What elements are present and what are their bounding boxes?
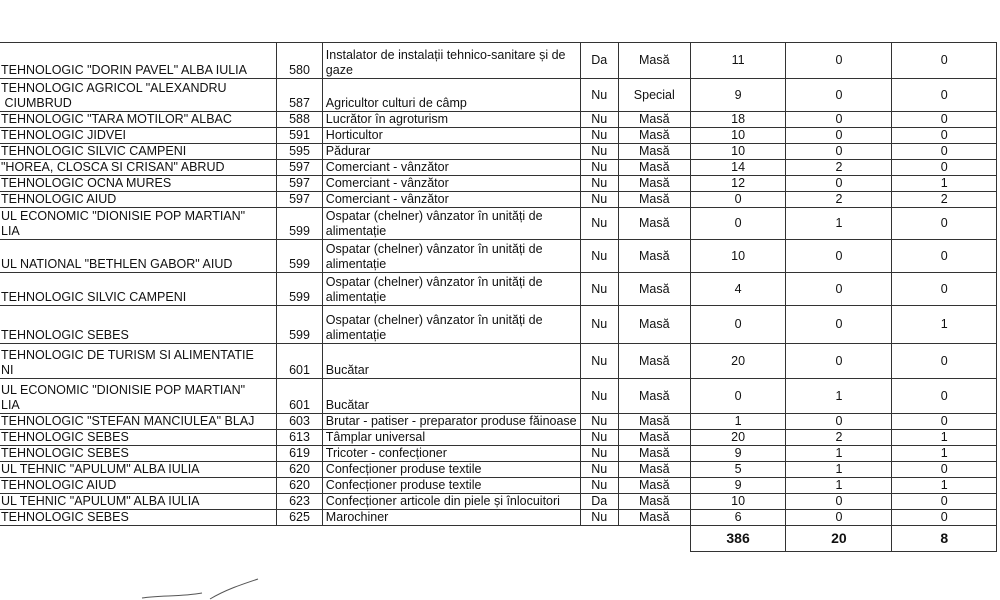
count-cell-2: 0 [786,128,892,144]
class-type-cell: Masă [618,240,690,273]
count-cell-2: 0 [786,176,892,192]
school-name-cell: TEHNOLOGIC "STEFAN MANCIULEA" BLAJ [0,414,277,430]
table-row [0,144,997,160]
class-type-cell: Masă [618,430,690,446]
yes-no-cell: Nu [580,478,618,494]
yes-no-cell: Nu [580,240,618,273]
occupation-name-cell: Ospatar (chelner) vânzator în unități de alimentație [322,240,580,273]
count-cell-1: 18 [690,112,786,128]
school-name-cell: TEHNOLOGIC SEBES [0,446,277,462]
count-cell-2: 2 [786,160,892,176]
occupation-code-cell: 623 [277,494,323,510]
empty-cell [277,526,323,552]
count-cell-3: 0 [892,160,997,176]
occupation-name-cell: Ospatar (chelner) vânzator în unități de alimentație [322,208,580,240]
occupation-name-cell: Marochiner [322,510,580,526]
school-name-cell: TEHNOLOGIC SILVIC CAMPENI [0,144,277,160]
occupation-code-cell: 620 [277,462,323,478]
occupation-name-cell: Tricoter - confecționer [322,446,580,462]
school-name-cell: TEHNOLOGIC SILVIC CAMPENI [0,273,277,306]
table-row [0,344,997,379]
school-name-cell: UL ECONOMIC "DIONISIE POP MARTIAN" LIA [0,379,277,414]
count-cell-3: 0 [892,510,997,526]
occupation-code-cell: 599 [277,208,323,240]
occupation-name-cell: Confecționer produse textile [322,462,580,478]
school-name-cell: TEHNOLOGIC SEBES [0,306,277,344]
count-cell-2: 1 [786,462,892,478]
class-type-cell: Masă [618,144,690,160]
school-name-cell: TEHNOLOGIC AIUD [0,478,277,494]
yes-no-cell: Da [580,43,618,79]
count-cell-1: 4 [690,273,786,306]
count-cell-3: 0 [892,344,997,379]
empty-cell [580,526,618,552]
school-name-cell: TEHNOLOGIC SEBES [0,510,277,526]
occupation-code-cell: 599 [277,306,323,344]
occupation-code-cell: 580 [277,43,323,79]
yes-no-cell: Nu [580,79,618,112]
count-cell-1: 0 [690,208,786,240]
count-cell-3: 0 [892,494,997,510]
empty-cell [618,526,690,552]
count-cell-3: 0 [892,43,997,79]
table-row [0,128,997,144]
table-row [0,43,997,79]
count-cell-2: 1 [786,478,892,494]
occupation-name-cell: Bucătar [322,379,580,414]
occupation-name-cell: Agricultor culturi de câmp [322,79,580,112]
count-cell-1: 5 [690,462,786,478]
yes-no-cell: Nu [580,160,618,176]
occupation-name-cell: Confecționer produse textile [322,478,580,494]
school-name-cell: TEHNOLOGIC "DORIN PAVEL" ALBA IULIA [0,43,277,79]
count-cell-2: 0 [786,344,892,379]
count-cell-2: 1 [786,208,892,240]
school-name-cell: "HOREA, CLOSCA SI CRISAN" ABRUD [0,160,277,176]
occupation-name-cell: Ospatar (chelner) vânzator în unități de alimentație [322,273,580,306]
count-cell-3: 0 [892,144,997,160]
table-row [0,379,997,414]
count-cell-2: 0 [786,43,892,79]
count-cell-2: 0 [786,510,892,526]
table-row [0,273,997,306]
yes-no-cell: Nu [580,128,618,144]
table-row [0,414,997,430]
total-cell-1: 386 [690,526,786,552]
occupation-code-cell: 595 [277,144,323,160]
count-cell-1: 20 [690,430,786,446]
occupation-name-cell: Pădurar [322,144,580,160]
class-type-cell: Masă [618,273,690,306]
count-cell-2: 0 [786,273,892,306]
occupation-code-cell: 603 [277,414,323,430]
occupation-code-cell: 619 [277,446,323,462]
occupation-code-cell: 591 [277,128,323,144]
class-type-cell: Masă [618,192,690,208]
class-type-cell: Masă [618,128,690,144]
count-cell-2: 0 [786,240,892,273]
occupation-code-cell: 601 [277,379,323,414]
occupation-code-cell: 599 [277,273,323,306]
class-type-cell: Masă [618,208,690,240]
class-type-cell: Masă [618,306,690,344]
occupation-code-cell: 597 [277,160,323,176]
total-cell-2: 20 [786,526,892,552]
class-type-cell: Masă [618,510,690,526]
count-cell-3: 0 [892,79,997,112]
occupation-name-cell: Instalator de instalații tehnico-sanitare și de gaze [322,43,580,79]
count-cell-3: 0 [892,112,997,128]
occupation-name-cell: Comerciant - vânzător [322,176,580,192]
count-cell-3: 0 [892,462,997,478]
yes-no-cell: Nu [580,192,618,208]
count-cell-3: 1 [892,176,997,192]
count-cell-1: 9 [690,478,786,494]
count-cell-1: 20 [690,344,786,379]
occupation-name-cell: Comerciant - vânzător [322,160,580,176]
count-cell-3: 2 [892,192,997,208]
yes-no-cell: Nu [580,430,618,446]
occupation-name-cell: Bucătar [322,344,580,379]
class-type-cell: Masă [618,414,690,430]
table-row [0,478,997,494]
occupation-name-cell: Confecționer articole din piele și înlocuitori [322,494,580,510]
count-cell-1: 9 [690,446,786,462]
yes-no-cell: Nu [580,273,618,306]
count-cell-3: 0 [892,128,997,144]
yes-no-cell: Nu [580,208,618,240]
count-cell-3: 0 [892,240,997,273]
count-cell-2: 0 [786,494,892,510]
count-cell-1: 11 [690,43,786,79]
count-cell-1: 9 [690,79,786,112]
totals-row [0,526,997,552]
school-name-cell: TEHNOLOGIC AGRICOL "ALEXANDRU CIUMBRUD [0,79,277,112]
yes-no-cell: Nu [580,144,618,160]
table-row [0,240,997,273]
table-row [0,208,997,240]
table-row [0,446,997,462]
table-row [0,176,997,192]
occupation-code-cell: 625 [277,510,323,526]
table-row [0,79,997,112]
empty-cell [0,526,277,552]
occupation-code-cell: 597 [277,176,323,192]
count-cell-2: 0 [786,306,892,344]
occupation-name-cell: Ospatar (chelner) vânzator în unități de alimentație [322,306,580,344]
yes-no-cell: Da [580,494,618,510]
count-cell-1: 0 [690,379,786,414]
count-cell-2: 0 [786,414,892,430]
table-row [0,160,997,176]
count-cell-2: 2 [786,430,892,446]
occupation-name-cell: Horticultor [322,128,580,144]
count-cell-3: 1 [892,306,997,344]
occupation-code-cell: 601 [277,344,323,379]
class-type-cell: Masă [618,494,690,510]
school-name-cell: TEHNOLOGIC OCNA MURES [0,176,277,192]
school-name-cell: UL NATIONAL "BETHLEN GABOR" AIUD [0,240,277,273]
yes-no-cell: Nu [580,462,618,478]
empty-cell [322,526,580,552]
class-type-cell: Masă [618,462,690,478]
count-cell-2: 0 [786,79,892,112]
yes-no-cell: Nu [580,446,618,462]
occupation-code-cell: 587 [277,79,323,112]
count-cell-2: 0 [786,144,892,160]
count-cell-2: 0 [786,112,892,128]
count-cell-3: 1 [892,446,997,462]
table-row [0,510,997,526]
count-cell-1: 1 [690,414,786,430]
count-cell-1: 14 [690,160,786,176]
count-cell-3: 0 [892,273,997,306]
table-row [0,430,997,446]
school-name-cell: UL TEHNIC "APULUM" ALBA IULIA [0,462,277,478]
yes-no-cell: Nu [580,112,618,128]
count-cell-2: 1 [786,446,892,462]
class-type-cell: Masă [618,379,690,414]
school-name-cell: TEHNOLOGIC DE TURISM SI ALIMENTATIE NI [0,344,277,379]
yes-no-cell: Nu [580,510,618,526]
occupation-code-cell: 613 [277,430,323,446]
table-row [0,306,997,344]
school-name-cell: UL ECONOMIC "DIONISIE POP MARTIAN" LIA [0,208,277,240]
school-name-cell: TEHNOLOGIC JIDVEI [0,128,277,144]
school-name-cell: UL TEHNIC "APULUM" ALBA IULIA [0,494,277,510]
occupation-name-cell: Lucrător în agroturism [322,112,580,128]
school-name-cell: TEHNOLOGIC AIUD [0,192,277,208]
table-row [0,494,997,510]
occupation-code-cell: 599 [277,240,323,273]
class-type-cell: Masă [618,112,690,128]
count-cell-3: 0 [892,414,997,430]
class-type-cell: Masă [618,446,690,462]
count-cell-3: 0 [892,208,997,240]
school-name-cell: TEHNOLOGIC SEBES [0,430,277,446]
class-type-cell: Masă [618,160,690,176]
occupation-name-cell: Tâmplar universal [322,430,580,446]
table-row [0,462,997,478]
count-cell-1: 10 [690,240,786,273]
class-type-cell: Masă [618,43,690,79]
yes-no-cell: Nu [580,306,618,344]
school-occupation-table [0,42,997,552]
yes-no-cell: Nu [580,176,618,192]
count-cell-3: 0 [892,379,997,414]
count-cell-1: 10 [690,494,786,510]
occupation-name-cell: Comerciant - vânzător [322,192,580,208]
occupation-code-cell: 620 [277,478,323,494]
count-cell-1: 12 [690,176,786,192]
table-row [0,192,997,208]
signature-mark [140,575,270,600]
occupation-code-cell: 597 [277,192,323,208]
count-cell-1: 10 [690,144,786,160]
yes-no-cell: Nu [580,379,618,414]
count-cell-3: 1 [892,430,997,446]
table-row [0,112,997,128]
total-cell-3: 8 [892,526,997,552]
count-cell-1: 0 [690,192,786,208]
count-cell-3: 1 [892,478,997,494]
count-cell-1: 6 [690,510,786,526]
count-cell-2: 2 [786,192,892,208]
class-type-cell: Masă [618,176,690,192]
school-name-cell: TEHNOLOGIC "TARA MOTILOR" ALBAC [0,112,277,128]
class-type-cell: Masă [618,344,690,379]
count-cell-2: 1 [786,379,892,414]
count-cell-1: 0 [690,306,786,344]
table-body [0,43,997,552]
class-type-cell: Special [618,79,690,112]
occupation-code-cell: 588 [277,112,323,128]
class-type-cell: Masă [618,478,690,494]
yes-no-cell: Nu [580,414,618,430]
count-cell-1: 10 [690,128,786,144]
yes-no-cell: Nu [580,344,618,379]
occupation-name-cell: Brutar - patiser - preparator produse făinoase [322,414,580,430]
